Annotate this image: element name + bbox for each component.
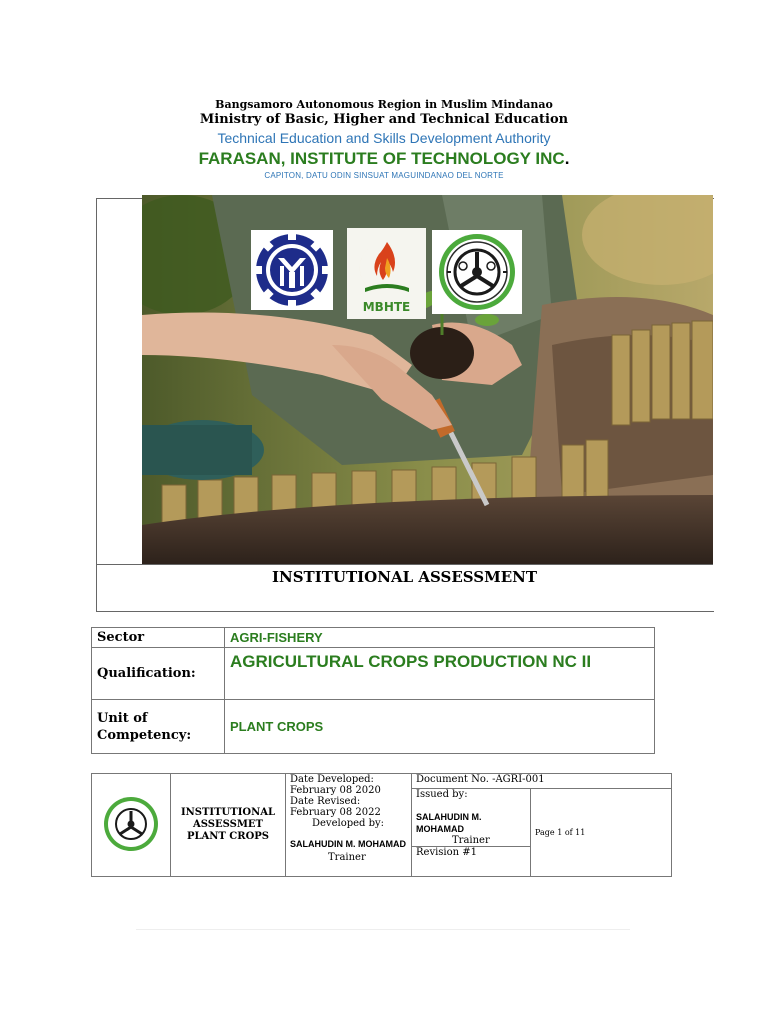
date-revised-label: Date Revised: bbox=[290, 796, 361, 807]
qualification-row bbox=[92, 648, 655, 700]
date-developed-value: February 08 2020 bbox=[290, 785, 381, 796]
date-developed-label: Date Developed: bbox=[290, 774, 374, 785]
qualification-value: AGRICULTURAL CROPS PRODUCTION NC II bbox=[225, 648, 655, 700]
footer-seal-icon bbox=[103, 796, 159, 852]
issued-by-cell bbox=[412, 789, 531, 847]
cover-divider bbox=[96, 564, 713, 565]
region-heading: Bangsamoro Autonomous Region in Muslim Mindanao bbox=[215, 98, 553, 111]
issued-by-label: Issued by: bbox=[416, 789, 468, 800]
institute-heading bbox=[0, 149, 768, 169]
authority-heading: Technical Education and Skills Development Authority bbox=[217, 130, 551, 146]
institute-name: FARASAN, INSTITUTE OF TECHNOLOGY INC bbox=[198, 149, 565, 168]
institute-dot: . bbox=[564, 149, 570, 168]
qualification-table bbox=[91, 627, 655, 754]
unit-row bbox=[92, 700, 655, 754]
footer-logo-cell bbox=[92, 774, 171, 877]
unit-value: PLANT CROPS bbox=[225, 700, 655, 754]
tesda-logo bbox=[251, 230, 333, 310]
footer-doc-title: INSTITUTIONAL ASSESSMET PLANT CROPS bbox=[171, 774, 286, 877]
page-number: Page 1 of 11 bbox=[531, 789, 672, 877]
revision-number: Revision #1 bbox=[412, 847, 531, 877]
developer-role: Trainer bbox=[328, 852, 366, 863]
document-number: Document No. -AGRI-001 bbox=[412, 774, 672, 789]
document-control-table bbox=[91, 773, 672, 877]
issuer-role: Trainer bbox=[452, 835, 490, 846]
institute-address: CAPITON, DATU ODIN SINSUAT MAGUINDANAO DEL NORTE bbox=[264, 171, 504, 180]
sector-value: AGRI-FISHERY bbox=[225, 628, 655, 648]
farasan-seal-logo bbox=[432, 230, 522, 314]
cover-title: INSTITUTIONAL ASSESSMENT bbox=[272, 568, 537, 586]
footer-dates-cell bbox=[286, 774, 412, 877]
footer-rule bbox=[136, 929, 630, 930]
qualification-label: Qualification: bbox=[92, 648, 225, 700]
mbhte-logo-text: MBHTE bbox=[362, 300, 411, 314]
gardening-photo bbox=[142, 195, 713, 564]
issuer-name: SALAHUDIN M. MOHAMAD bbox=[416, 812, 482, 834]
developer-name: SALAHUDIN M. MOHAMAD bbox=[290, 839, 406, 849]
date-revised-value: February 08 2022 bbox=[290, 807, 381, 818]
developed-by-label: Developed by: bbox=[312, 818, 385, 829]
sector-label: Sector bbox=[92, 628, 225, 648]
mbhte-logo bbox=[347, 228, 426, 319]
sector-row bbox=[92, 628, 655, 648]
ministry-heading: Ministry of Basic, Higher and Technical Education bbox=[199, 112, 569, 127]
unit-label: Unit of Competency: bbox=[92, 700, 225, 754]
